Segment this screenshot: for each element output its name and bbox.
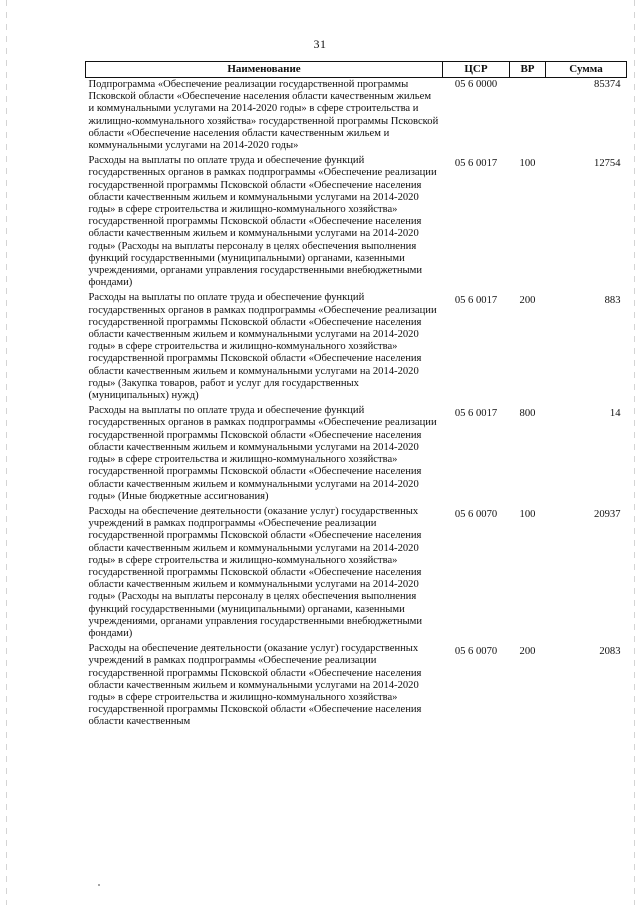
row-vr: 800 <box>519 408 536 420</box>
table-row <box>86 404 627 505</box>
scan-edge-right <box>634 0 635 905</box>
row-vr: 100 <box>519 158 536 170</box>
row-sum: 14 <box>609 408 621 420</box>
row-name: Расходы на выплаты по оплате труда и обеспечение функций государственных органов в рамках подпрограммы «Обеспечение реализации государственной программы Псковской области «Обеспечение населения области качественным жильем и коммунальными услугами на 2014-2020 годы» в сфере строительства и жилищно-коммунального хозяйства» государственной программы Псковской области «Обеспечение населения области качественным жильем и коммунальными услугами на 2014-2020 годы» (Иные бюджетные ассигнования) <box>88 405 437 502</box>
row-name: Расходы на выплаты по оплате труда и обеспечение функций государственных органов в рамках подпрограммы «Обеспечение реализации государственной программы Псковской области «Обеспечение населения области качественным жильем и коммунальными услугами на 2014-2020 годы» в сфере строительства и жилищно-коммунального хозяйства» государственной программы Псковской области «Обеспечение населения области качественным жильем и коммунальными услугами на 2014-2020 годы» (Закупка товаров, работ и услуг для государственных (муниципальных) нужд) <box>88 292 437 402</box>
row-csr: 05 6 0017 <box>454 158 498 170</box>
row-sum: 2083 <box>599 646 621 658</box>
row-csr: 05 6 0017 <box>454 295 498 307</box>
row-csr: 05 6 0017 <box>454 408 498 420</box>
header-csr: ЦСР <box>443 62 510 78</box>
row-sum: 20937 <box>594 508 621 520</box>
row-sum: 883 <box>604 295 621 307</box>
row-name: Расходы на обеспечение деятельности (оказание услуг) государственных учреждений в рамках подпрограммы «Обеспечение реализации государственной программы Псковской области «Обеспечение населения области качественным жильем и коммунальными услугами на 2014-2020 годы» в сфере строительства и жилищно-коммунального хозяйства» государственной программы Псковской области «Обеспечение населения области качественным жильем и коммунальными услугами на 2014-2020 годы» (Расходы на выплаты персоналу в целях обеспечения выполнения функций государственными (муниципальными) органами, казенными учреждениями, органами управления государственными внебюджетными фондами) <box>88 505 423 639</box>
row-name: Подпрограмма «Обеспечение реализации государственной программы Псковской области «Обеспечение населения области качественным жильем и коммунальными услугами на 2014-2020 годы» в сфере строительства и жилищно-коммунального хозяйства» государственной программы Псковской области «Обеспечение населения области качественным жильем и коммунальными услугами на 2014-2020 годы» <box>88 79 439 152</box>
row-vr: 200 <box>519 295 536 307</box>
header-vr: ВР <box>510 62 546 78</box>
scan-speck <box>98 884 100 886</box>
table-row <box>86 505 627 642</box>
budget-table <box>85 61 627 731</box>
row-vr: 100 <box>519 508 536 520</box>
row-csr: 05 6 0000 <box>454 79 498 90</box>
table-row <box>86 78 627 155</box>
table-row <box>86 154 627 291</box>
row-name: Расходы на обеспечение деятельности (оказание услуг) государственных учреждений в рамках подпрограммы «Обеспечение реализации государственной программы Псковской области «Обеспечение населения области качественным жильем и коммунальными услугами на 2014-2020 годы» в сфере строительства и жилищно-коммунального хозяйства» государственной программы Псковской области «Обеспечение населения области качественным <box>88 643 422 728</box>
header-name: Наименование <box>86 62 443 78</box>
row-vr: 200 <box>519 646 536 658</box>
page-number: 31 <box>313 37 327 51</box>
header-sum: Сумма <box>546 62 627 78</box>
row-vr <box>510 78 546 155</box>
row-sum: 85374 <box>594 79 621 90</box>
row-csr: 05 6 0070 <box>454 508 498 520</box>
row-csr: 05 6 0070 <box>454 646 498 658</box>
table-row <box>86 642 627 730</box>
table-row <box>86 291 627 404</box>
table-header-row <box>86 62 627 78</box>
row-name: Расходы на выплаты по оплате труда и обеспечение функций государственных органов в рамках подпрограммы «Обеспечение реализации государственной программы Псковской области «Обеспечение населения области качественным жильем и коммунальными услугами на 2014-2020 годы» в сфере строительства и жилищно-коммунального хозяйства» государственной программы Псковской области «Обеспечение населения области качественным жильем и коммунальными услугами на 2014-2020 годы» (Расходы на выплаты персоналу в целях обеспечения выполнения функций государственными (муниципальными) органами, казенными учреждениями, органами управления государственными внебюджетными фондами) <box>88 155 437 289</box>
row-sum: 12754 <box>594 158 621 170</box>
scan-edge-left <box>6 0 7 905</box>
